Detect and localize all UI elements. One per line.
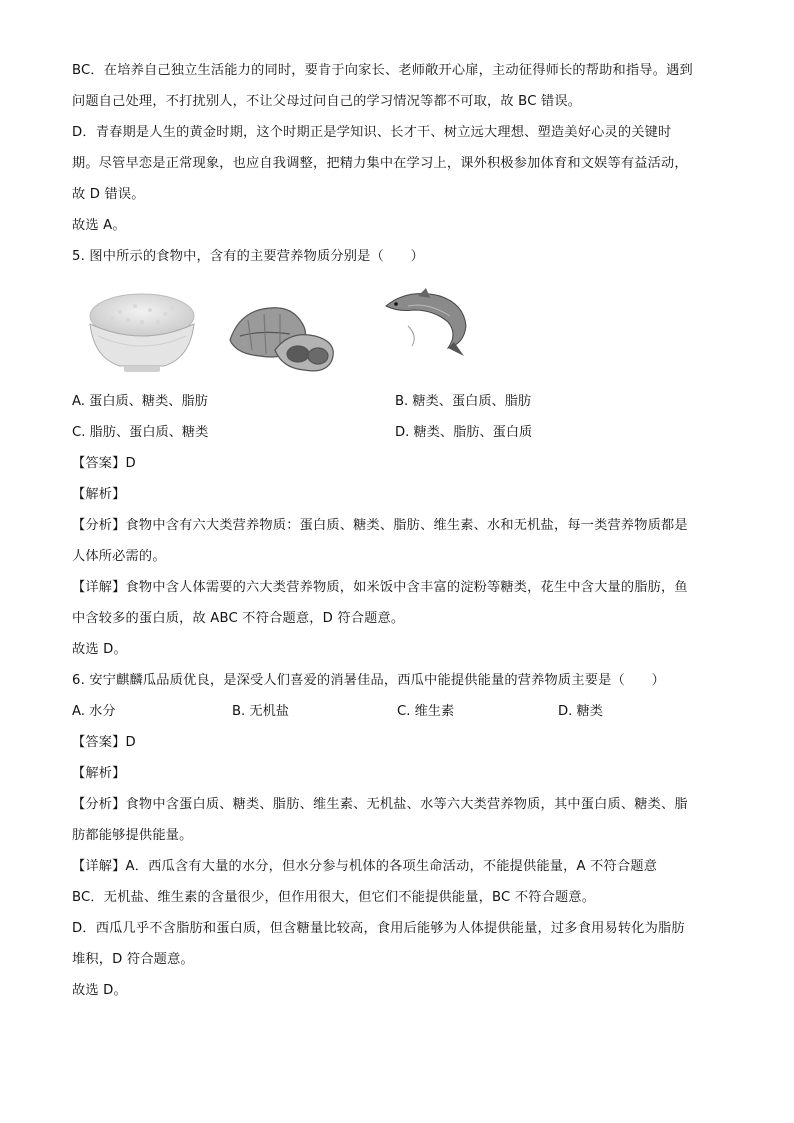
q6-choose: 故选 D。 <box>72 983 127 998</box>
peanut-icon <box>220 290 345 380</box>
fish-icon <box>378 286 478 360</box>
q6-xiangjie-line-1: 【详解】A．西瓜含有大量的水分，但水分参与机体的各项生命活动，不能提供能量，A 不符合题意 <box>72 859 658 874</box>
q5-fenxi-line-1: 【分析】食物中含有六大类营养物质：蛋白质、糖类、脂肪、维生素、水和无机盐，每一类营养物质都是 <box>72 518 688 533</box>
q6-d-line-1: D．西瓜几乎不含脂肪和蛋白质，但含糖量比较高，食用后能够为人体提供能量，过多食用易转化为脂肪 <box>72 921 685 936</box>
q5-food-figure <box>80 286 480 376</box>
prev-bc-line-1: BC．在培养自己独立生活能力的同时，要肯于向家长、老师敞开心扉，主动征得师长的帮助和指导。遇到 <box>72 63 693 78</box>
prev-d-line-1: D．青春期是人生的黄金时期，这个时期正是学知识、长才干、树立远大理想、塑造美好心灵的关键时 <box>72 125 672 140</box>
q5-xiangjie-line-1: 【详解】食物中含人体需要的六大类营养物质，如米饭中含丰富的淀粉等糖类，花生中含大量的脂肪，鱼 <box>72 580 688 595</box>
rice-bowl-icon <box>80 286 205 380</box>
q5-fenxi-line-2: 人体所必需的。 <box>72 549 166 564</box>
prev-d-line-3: 故 D 错误。 <box>72 187 145 202</box>
q5-answer: 【答案】D <box>72 456 136 471</box>
prev-choose: 故选 A。 <box>72 218 126 233</box>
q6-option-c: C. 维生素 <box>397 704 455 719</box>
q5-analysis-title: 【解析】 <box>72 487 126 502</box>
q6-answer: 【答案】D <box>72 735 136 750</box>
q6-analysis-title: 【解析】 <box>72 766 126 781</box>
q6-bc-line: BC．无机盐、维生素的含量很少，但作用很大，但它们不能提供能量，BC 不符合题意。 <box>72 890 596 905</box>
prev-d-line-2: 期。尽管早恋是正常现象，也应自我调整，把精力集中在学习上，课外积极参加体育和文娱等有益活动， <box>72 156 688 171</box>
prev-bc-line-2: 问题自己处理，不打扰别人，不让父母过问自己的学习情况等都不可取，故 BC 错误。 <box>72 94 582 109</box>
q6-d-line-2: 堆积，D 符合题意。 <box>72 952 194 967</box>
q5-option-b: B. 糖类、蛋白质、脂肪 <box>395 394 532 409</box>
q6-stem: 6. 安宁麒麟瓜品质优良，是深受人们喜爱的消暑佳品，西瓜中能提供能量的营养物质主要是（ ） <box>72 673 666 688</box>
q5-option-c: C. 脂肪、蛋白质、糖类 <box>72 425 209 440</box>
q5-option-d: D. 糖类、脂肪、蛋白质 <box>395 425 533 440</box>
q5-stem: 5. 图中所示的食物中，含有的主要营养物质分别是（ ） <box>72 249 425 264</box>
q5-xiangjie-line-2: 中含较多的蛋白质，故 ABC 不符合题意，D 符合题意。 <box>72 611 405 626</box>
q6-fenxi-line-2: 肪都能够提供能量。 <box>72 828 193 843</box>
q6-option-a: A. 水分 <box>72 704 116 719</box>
q5-choose: 故选 D。 <box>72 642 127 657</box>
q6-fenxi-line-1: 【分析】食物中含蛋白质、糖类、脂肪、维生素、无机盐、水等六大类营养物质，其中蛋白质、糖类、脂 <box>72 797 688 812</box>
q6-option-b: B. 无机盐 <box>232 704 289 719</box>
q5-option-a: A. 蛋白质、糖类、脂肪 <box>72 394 208 409</box>
q6-option-d: D. 糖类 <box>558 704 603 719</box>
